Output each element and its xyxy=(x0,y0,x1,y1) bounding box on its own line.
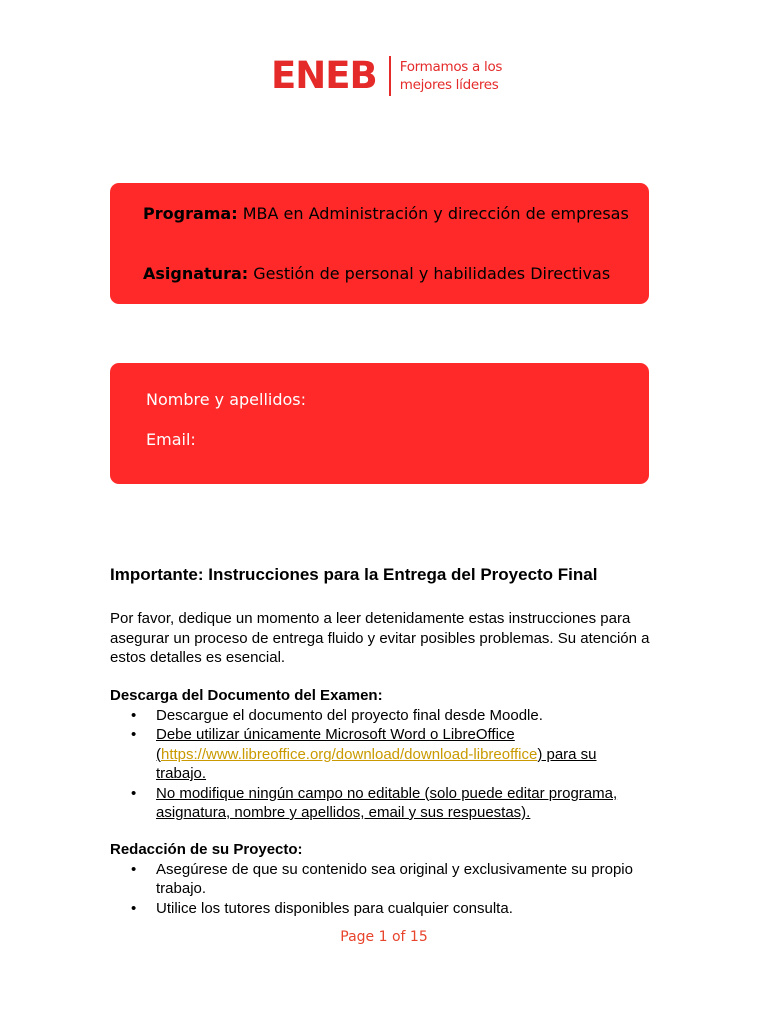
list-item-text: ( xyxy=(156,745,161,763)
list-item-text: No modifique ningún campo no editable (solo puede editar programa, asignatura, nombre y apellidos, email y sus respuestas). xyxy=(156,784,618,821)
list-item xyxy=(110,706,670,726)
programa-label: Programa: xyxy=(143,204,238,223)
bullet-icon: • xyxy=(131,860,137,878)
list-item xyxy=(110,860,656,899)
instructions-heading: Importante: Instrucciones para la Entrega del Proyecto Final xyxy=(110,565,598,584)
bullet-icon: • xyxy=(131,784,137,802)
list-item-text: Asegúrese de que su contenido sea original y exclusivamente su propio trabajo. xyxy=(156,860,633,897)
list-item-text: Utilice los tutores disponibles para cualquier consulta. xyxy=(156,899,513,917)
download-section-title: Descarga del Documento del Examen: xyxy=(110,687,383,704)
email-field[interactable]: Email: xyxy=(146,430,196,449)
logo-mark: ENEB xyxy=(271,54,377,97)
page-number: Page 1 of 15 xyxy=(340,929,428,945)
list-item-text: Debe utilizar únicamente Microsoft Word o LibreOffice xyxy=(156,726,515,743)
list-item-text: ) para su trabajo. xyxy=(156,745,597,782)
nombre-field[interactable]: Nombre y apellidos: xyxy=(146,390,307,409)
libreoffice-link[interactable]: https://www.libreoffice.org/download/download-libreoffice xyxy=(161,745,538,763)
bullet-icon: • xyxy=(131,899,137,917)
bullet-icon: • xyxy=(131,706,137,724)
project-list xyxy=(110,860,670,919)
project-section-title: Redacción de su Proyecto: xyxy=(110,841,303,858)
intro-paragraph: Por favor, dedique un momento a leer detenidamente estas instrucciones para asegurar un proceso de entrega fluido y evitar posibles problemas. Su atención a estos detalles es esencial. xyxy=(110,610,650,666)
list-item xyxy=(110,725,616,784)
logo-divider xyxy=(389,56,391,96)
program-box xyxy=(110,183,649,304)
logo-tagline xyxy=(400,58,502,94)
logo-tagline-line1: Formamos a los xyxy=(399,59,503,75)
student-box xyxy=(110,363,649,484)
asignatura-label: Asignatura: xyxy=(143,264,249,283)
list-item xyxy=(110,784,636,823)
download-list xyxy=(110,706,670,823)
list-item xyxy=(110,899,670,919)
project-section xyxy=(110,840,670,918)
programa-row xyxy=(119,204,639,224)
asignatura-row xyxy=(119,264,639,284)
bullet-icon: • xyxy=(131,726,137,743)
programa-field[interactable]: MBA en Administración y dirección de empresas xyxy=(242,204,629,223)
logo-tagline-line2: mejores líderes xyxy=(399,77,499,93)
list-item-text: Descargue el documento del proyecto final desde Moodle. xyxy=(156,706,543,724)
eneb-logo xyxy=(271,55,502,97)
download-section xyxy=(110,686,670,823)
asignatura-field[interactable]: Gestión de personal y habilidades Directivas xyxy=(253,264,611,283)
